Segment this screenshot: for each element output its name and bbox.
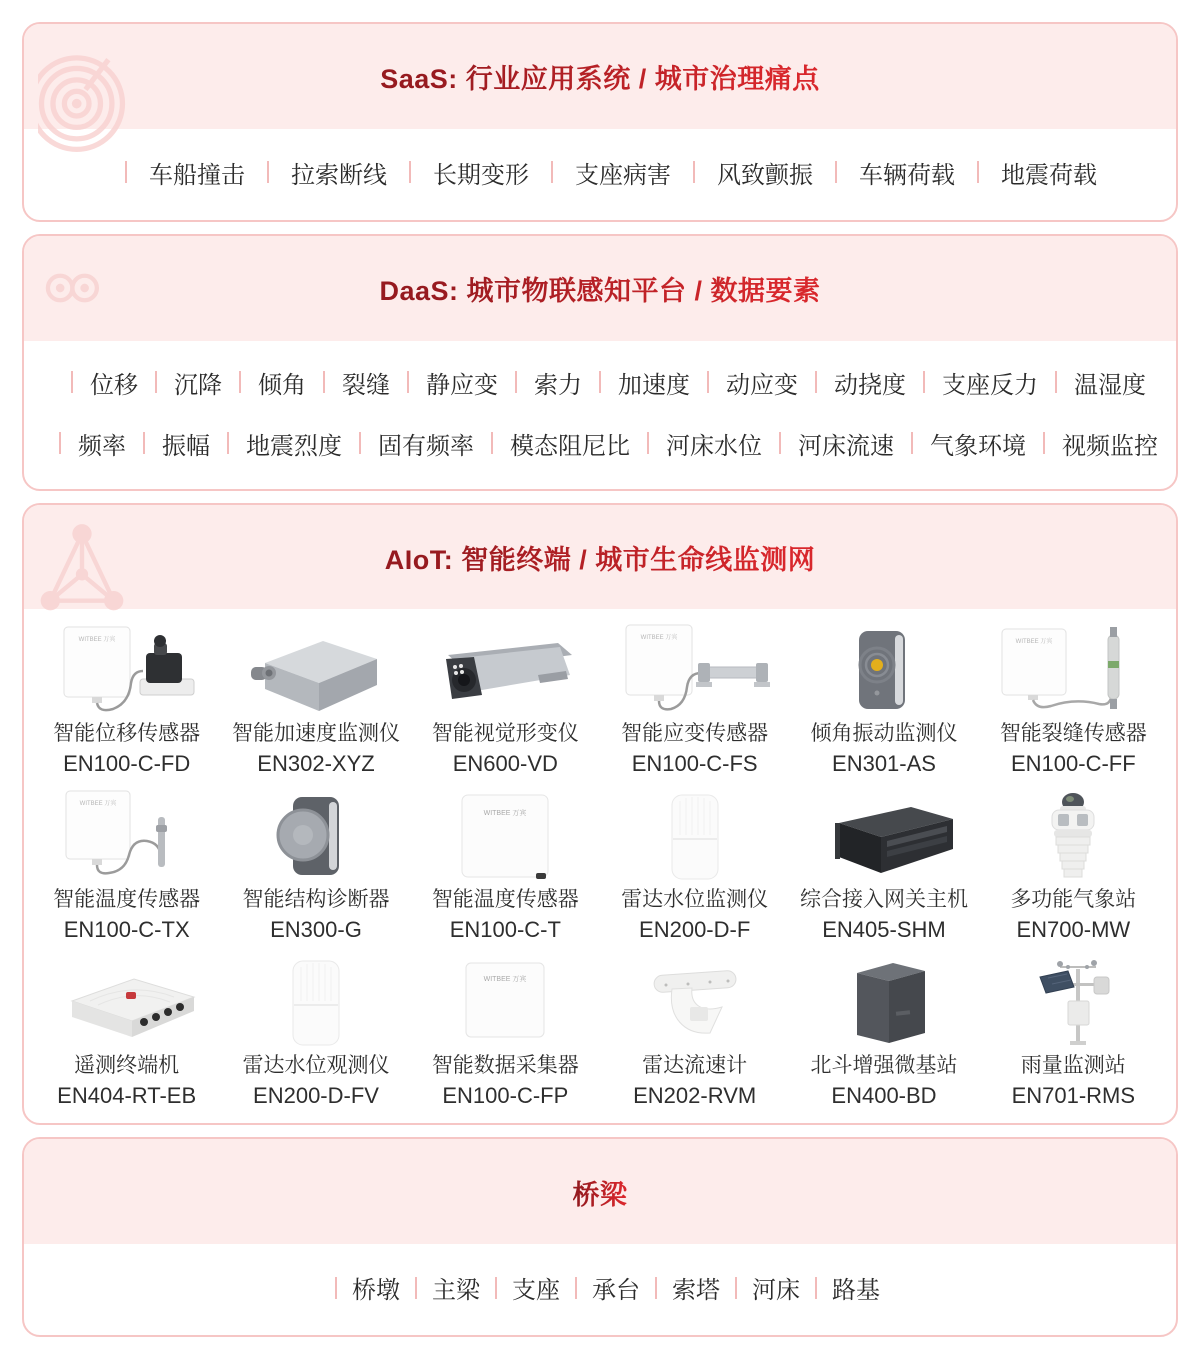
product-model: EN100-C-FF xyxy=(1010,751,1136,777)
beidou-base-station-icon xyxy=(799,955,969,1051)
product-card xyxy=(600,789,789,945)
product-model: EN100-C-T xyxy=(449,917,561,943)
saas-tag: 地震荷载 xyxy=(955,155,1097,190)
product-card xyxy=(600,623,789,779)
saas-tag: 支座病害 xyxy=(529,155,671,190)
product-model: EN400-BD xyxy=(831,1083,937,1109)
daas-tag: 沉降 xyxy=(138,365,222,400)
bridge-tag: 支座 xyxy=(480,1270,560,1305)
radar-flow-meter-icon xyxy=(610,955,780,1051)
bridge-tag: 河床 xyxy=(720,1270,800,1305)
daas-tag: 振幅 xyxy=(126,426,210,461)
tilt-vibration-monitor-icon xyxy=(799,623,969,719)
product-card xyxy=(32,623,221,779)
product-name: 遥测终端机 xyxy=(74,1054,180,1078)
product-name: 智能视觉形变仪 xyxy=(431,722,579,746)
product-name: 雷达水位监测仪 xyxy=(621,888,769,912)
product-card xyxy=(979,623,1168,779)
bridge-tag: 承台 xyxy=(560,1270,640,1305)
product-card xyxy=(979,955,1168,1111)
product-card xyxy=(789,789,978,945)
product-name: 雨量监测站 xyxy=(1020,1054,1126,1078)
product-name: 多功能气象站 xyxy=(1010,888,1137,912)
gateway-host-icon xyxy=(799,789,969,885)
daas-tag: 位移 xyxy=(54,365,138,400)
temperature-sensor-panel-icon xyxy=(420,789,590,885)
product-model: EN100-C-TX xyxy=(63,917,190,943)
daas-tag: 地震烈度 xyxy=(210,426,342,461)
svg-text:WITBEE 万宾: WITBEE 万宾 xyxy=(483,976,527,984)
svg-text:WITBEE 万宾: WITBEE 万宾 xyxy=(1015,639,1053,646)
product-card xyxy=(32,789,221,945)
temperature-sensor-probe-icon xyxy=(42,789,212,885)
bridge-tag: 路基 xyxy=(800,1270,880,1305)
acceleration-monitor-icon xyxy=(231,623,401,719)
bridge-tag: 桥墩 xyxy=(320,1270,400,1305)
product-model: EN700-MW xyxy=(1016,917,1131,943)
product-card xyxy=(789,623,978,779)
saas-tag-row xyxy=(24,155,1176,190)
product-card xyxy=(789,955,978,1111)
radar-water-level-observer-icon xyxy=(231,955,401,1051)
product-card xyxy=(411,955,600,1111)
daas-tag: 频率 xyxy=(42,426,126,461)
product-name: 智能温度传感器 xyxy=(53,888,201,912)
saas-header xyxy=(24,24,1176,129)
product-model: EN100-C-FP xyxy=(442,1083,569,1109)
saas-title: SaaS: 行业应用系统 / 城市治理痛点 xyxy=(380,57,820,96)
daas-tag: 静应变 xyxy=(390,365,498,400)
svg-text:WITBEE 万宾: WITBEE 万宾 xyxy=(640,635,677,642)
product-model: EN200-D-FV xyxy=(253,1083,379,1109)
daas-tag: 河床流速 xyxy=(762,426,894,461)
product-name: 智能裂缝传感器 xyxy=(999,722,1147,746)
crack-sensor-icon xyxy=(988,623,1158,719)
product-card xyxy=(32,955,221,1111)
rain-monitoring-station-icon xyxy=(988,955,1158,1051)
product-model: EN301-AS xyxy=(832,751,936,777)
product-model: EN404-RT-EB xyxy=(57,1083,197,1109)
bridge-tag: 索塔 xyxy=(640,1270,720,1305)
saas-tag: 长期变形 xyxy=(387,155,529,190)
bridge-body xyxy=(24,1244,1176,1335)
product-card xyxy=(221,623,410,779)
daas-tag-row-2 xyxy=(24,426,1176,461)
weather-station-sensor-icon xyxy=(988,789,1158,885)
aiot-header xyxy=(24,505,1176,610)
saas-tag: 拉索断线 xyxy=(245,155,387,190)
daas-tag-row-1 xyxy=(24,365,1176,400)
daas-tag: 温湿度 xyxy=(1038,365,1146,400)
daas-tag: 裂缝 xyxy=(306,365,390,400)
daas-tag: 河床水位 xyxy=(630,426,762,461)
structure-diagnostor-icon xyxy=(231,789,401,885)
product-card xyxy=(600,955,789,1111)
aiot-body xyxy=(24,609,1176,1123)
bridge-tag-row xyxy=(24,1270,1176,1305)
daas-tag: 索力 xyxy=(498,365,582,400)
aiot-title: AIoT: 智能终端 / 城市生命线监测网 xyxy=(385,538,816,577)
daas-tag: 视频监控 xyxy=(1026,426,1158,461)
section-daas xyxy=(22,234,1178,491)
product-card xyxy=(221,789,410,945)
product-name: 智能结构诊断器 xyxy=(242,888,390,912)
daas-tag: 模态阻尼比 xyxy=(474,426,630,461)
saas-tag: 车辆荷载 xyxy=(813,155,955,190)
product-card xyxy=(221,955,410,1111)
bridge-tag: 主梁 xyxy=(400,1270,480,1305)
daas-tag: 气象环境 xyxy=(894,426,1026,461)
vision-camera-icon xyxy=(420,623,590,719)
product-name: 北斗增强微基站 xyxy=(810,1054,958,1078)
product-model: EN100-C-FD xyxy=(63,751,191,777)
product-card xyxy=(411,623,600,779)
product-name: 雷达水位观测仪 xyxy=(242,1054,390,1078)
product-name: 倾角振动监测仪 xyxy=(810,722,958,746)
displacement-sensor-icon xyxy=(42,623,212,719)
daas-tag: 动挠度 xyxy=(798,365,906,400)
data-collector-icon xyxy=(420,955,590,1051)
daas-title: DaaS: 城市物联感知平台 / 数据要素 xyxy=(379,269,820,308)
product-model: EN200-D-F xyxy=(639,917,751,943)
product-name: 雷达流速计 xyxy=(642,1054,748,1078)
product-model: EN405-SHM xyxy=(822,917,946,943)
product-model: EN202-RVM xyxy=(633,1083,757,1109)
product-model: EN100-C-FS xyxy=(631,751,758,777)
section-bridge xyxy=(22,1137,1178,1337)
strain-sensor-icon xyxy=(610,623,780,719)
daas-tag: 固有频率 xyxy=(342,426,474,461)
svg-text:WITBEE 万宾: WITBEE 万宾 xyxy=(483,810,527,818)
saas-tag: 车船撞击 xyxy=(103,155,245,190)
product-name: 综合接入网关主机 xyxy=(799,888,968,912)
daas-tag: 加速度 xyxy=(582,365,690,400)
product-model: EN600-VD xyxy=(452,751,558,777)
product-model: EN701-RMS xyxy=(1011,1083,1136,1109)
daas-tag: 支座反力 xyxy=(906,365,1038,400)
product-model: EN302-XYZ xyxy=(257,751,375,777)
section-aiot xyxy=(22,503,1178,1126)
daas-tag: 动应变 xyxy=(690,365,798,400)
product-model: EN300-G xyxy=(270,917,362,943)
svg-text:WITBEE 万宾: WITBEE 万宾 xyxy=(78,637,115,644)
product-name: 智能应变传感器 xyxy=(621,722,769,746)
product-name: 智能温度传感器 xyxy=(431,888,579,912)
saas-body xyxy=(24,129,1176,220)
bridge-title: 桥梁 xyxy=(573,1173,628,1212)
telemetry-terminal-icon xyxy=(42,955,212,1051)
product-name: 智能数据采集器 xyxy=(431,1054,579,1078)
section-saas xyxy=(22,22,1178,222)
radar-water-level-monitor-icon xyxy=(610,789,780,885)
saas-tag: 风致颤振 xyxy=(671,155,813,190)
daas-header xyxy=(24,236,1176,341)
product-grid xyxy=(24,609,1176,1123)
daas-body xyxy=(24,341,1176,489)
product-name: 智能位移传感器 xyxy=(53,722,201,746)
product-card xyxy=(411,789,600,945)
bridge-header xyxy=(24,1139,1176,1244)
svg-text:WITBEE 万宾: WITBEE 万宾 xyxy=(79,801,116,808)
product-name: 智能加速度监测仪 xyxy=(231,722,400,746)
product-card xyxy=(979,789,1168,945)
daas-tag: 倾角 xyxy=(222,365,306,400)
